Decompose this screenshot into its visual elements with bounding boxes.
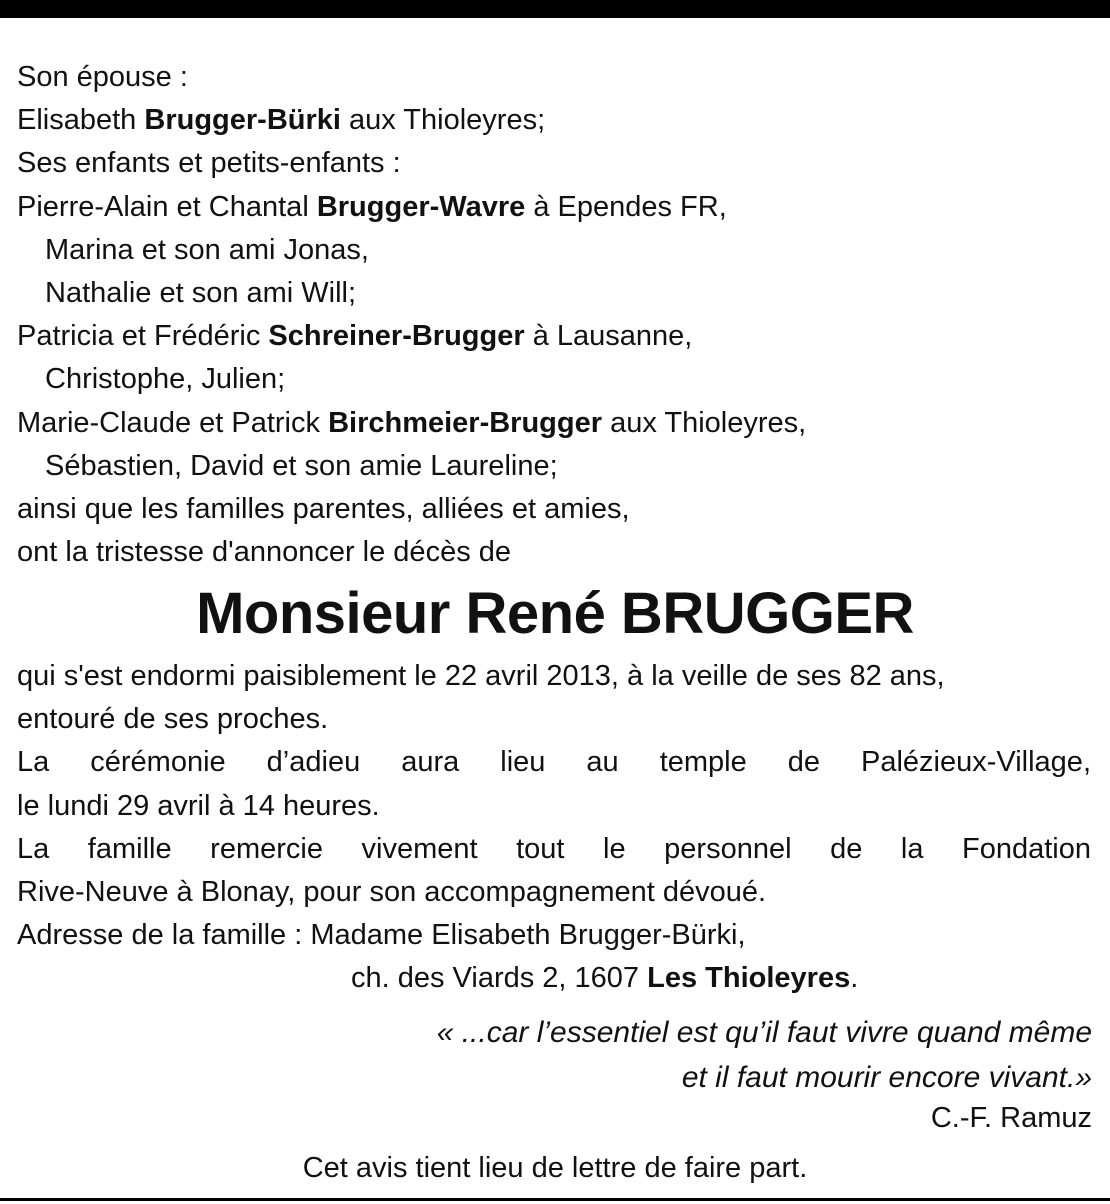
couple-surname: Birchmeier-Brugger bbox=[328, 406, 603, 439]
couple-given-names: Pierre-Alain et Chantal bbox=[17, 190, 309, 223]
quote-line: et il faut mourir encore vivant.» bbox=[681, 1061, 1092, 1094]
spouse-given-name: Elisabeth bbox=[17, 104, 137, 137]
address-street: ch. des Viards 2, 1607 bbox=[351, 962, 640, 995]
couple-line bbox=[17, 402, 1093, 445]
couple-line bbox=[17, 315, 1093, 358]
spouse-intro: Son épouse : bbox=[17, 61, 188, 93]
couple-surname: Schreiner-Brugger bbox=[268, 320, 525, 353]
top-border-rule bbox=[0, 0, 1110, 18]
address-period: . bbox=[850, 962, 859, 995]
spouse-surname: Brugger-Bürki bbox=[144, 104, 341, 137]
couple-given-names: Marie-Claude et Patrick bbox=[17, 406, 320, 439]
grandchildren-line: Sébastien, David et son amie Laureline; bbox=[45, 449, 558, 482]
grandchildren-line: Nathalie et son ami Will; bbox=[45, 276, 357, 309]
death-line: qui s'est endormi paisiblement le 22 avril 2013, à la veille de ses 82 ans, bbox=[17, 660, 945, 692]
grandchildren-line: Marina et son ami Jonas, bbox=[45, 233, 369, 266]
relatives-line: ainsi que les familles parentes, alliées et amies, bbox=[17, 492, 630, 525]
couple-given-names: Patricia et Frédéric bbox=[17, 320, 261, 353]
couple-line bbox=[17, 186, 1093, 229]
thanks-line: La famille remercie vivement tout le personnel de la Fondation bbox=[17, 832, 1091, 865]
quote-line: « ...car l’essentiel est qu’il faut vivre quand même bbox=[436, 1016, 1092, 1049]
family-list bbox=[17, 56, 1093, 574]
address-street-line bbox=[17, 957, 1091, 1000]
closing-note: Cet avis tient lieu de lettre de faire part. bbox=[302, 1152, 808, 1184]
deceased-name-heading: Monsieur René BRUGGER bbox=[196, 581, 914, 646]
spouse-place: aux Thioleyres; bbox=[349, 104, 546, 137]
ceremony-line: le lundi 29 avril à 14 heures. bbox=[17, 789, 380, 822]
ceremony-line: La cérémonie d’adieu aura lieu au temple de Palézieux-Village, bbox=[17, 746, 1091, 779]
couple-place: à Ependes FR, bbox=[533, 190, 727, 223]
ramuz-quote bbox=[192, 1010, 1092, 1100]
grandchildren-line: Christophe, Julien; bbox=[45, 363, 286, 396]
announce-line: ont la tristesse d'annoncer le décès de bbox=[17, 536, 512, 569]
death-line: entouré de ses proches. bbox=[17, 703, 329, 736]
bottom-border-rule bbox=[0, 1198, 1110, 1201]
children-intro: Ses enfants et petits-enfants : bbox=[17, 147, 401, 180]
address-line: Adresse de la famille : Madame Elisabeth Brugger-Bürki, bbox=[17, 919, 746, 952]
couple-surname: Brugger-Wavre bbox=[316, 190, 526, 223]
couple-place: aux Thioleyres, bbox=[610, 406, 807, 439]
quote-author: C.-F. Ramuz bbox=[930, 1102, 1092, 1134]
address-locality: Les Thioleyres bbox=[647, 962, 851, 995]
notice-details bbox=[17, 655, 1091, 1001]
couple-place: à Lausanne, bbox=[532, 320, 693, 353]
thanks-line: Rive-Neuve à Blonay, pour son accompagnement dévoué. bbox=[17, 875, 767, 908]
spouse-line bbox=[17, 99, 1093, 142]
